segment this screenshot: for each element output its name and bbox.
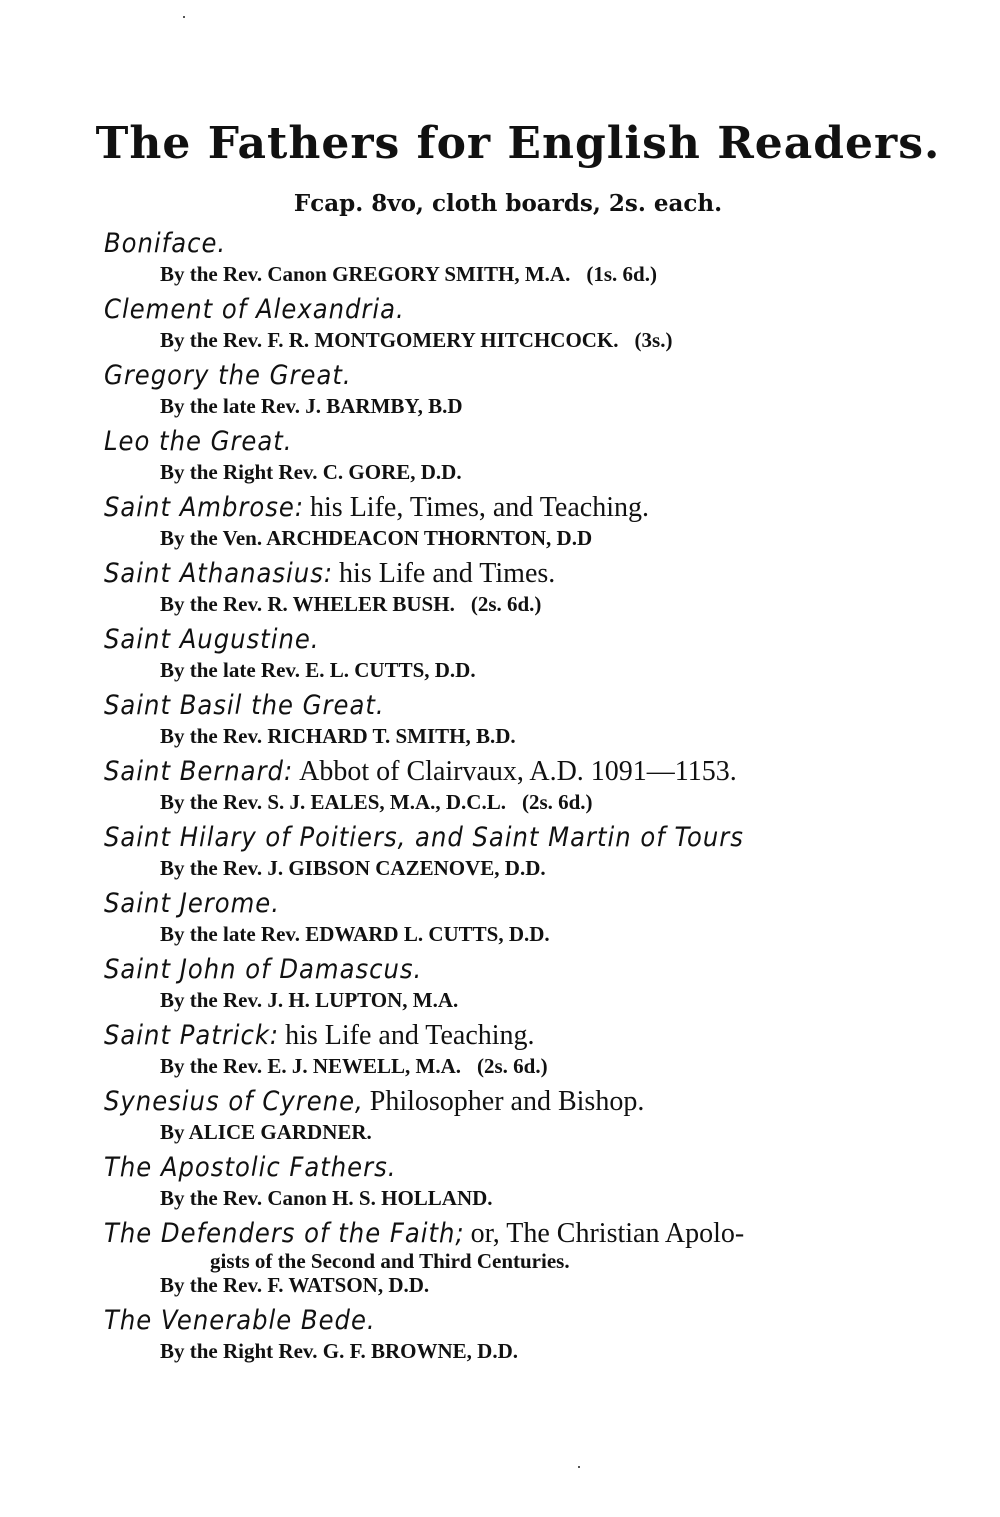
book-byline	[160, 257, 904, 291]
book-byline	[160, 455, 904, 489]
book-title: Boniface.	[104, 228, 227, 259]
list-item	[104, 292, 904, 357]
book-byline	[160, 1049, 904, 1083]
book-title: Saint Basil the Great.	[104, 690, 385, 721]
price: (2s. 6d.)	[477, 1054, 548, 1078]
book-byline	[160, 389, 904, 423]
book-byline	[160, 785, 904, 819]
page-subtitle: Fcap. 8vo, cloth boards, 2s. each.	[293, 190, 723, 217]
speck	[578, 1466, 580, 1468]
book-byline	[160, 587, 904, 621]
author: By the late Rev. E. L. CUTTS, D.D.	[160, 658, 476, 682]
book-byline	[160, 719, 904, 753]
author: By the late Rev. J. BARMBY, B.D	[160, 394, 463, 418]
author: By the Right Rev. C. GORE, D.D.	[160, 460, 462, 484]
list-item	[104, 556, 904, 621]
author: By the Rev. J. GIBSON CAZENOVE, D.D.	[160, 856, 546, 880]
author: By the Rev. R. WHELER BUSH.	[160, 592, 455, 616]
book-byline	[160, 521, 904, 555]
list-item	[104, 358, 904, 423]
price: (2s. 6d.)	[470, 592, 542, 616]
book-byline	[160, 851, 904, 885]
list-item	[104, 1084, 904, 1149]
book-title: Saint Patrick:	[104, 1020, 280, 1051]
book-byline	[160, 323, 904, 357]
book-byline	[160, 983, 904, 1017]
book-byline	[160, 653, 904, 687]
book-title: Saint Augustine.	[104, 624, 320, 655]
author: By the Rev. E. J. NEWELL, M.A.	[160, 1054, 462, 1078]
author: By the Rev. Canon GREGORY SMITH, M.A.	[160, 262, 571, 286]
book-title: The Defenders of the Faith;	[104, 1218, 465, 1249]
speck	[183, 16, 185, 18]
list-item	[104, 1018, 904, 1083]
author: By the Rev. S. J. EALES, M.A., D.C.L.	[160, 790, 506, 814]
list-item	[104, 622, 904, 687]
author: By ALICE GARDNER.	[160, 1120, 372, 1144]
book-title: The Apostolic Fathers.	[104, 1152, 397, 1183]
author: By the Rev. Canon H. S. HOLLAND.	[160, 1186, 493, 1210]
book-byline	[160, 1334, 904, 1368]
book-subtitle: his Life and Teaching.	[285, 1020, 535, 1051]
book-list	[104, 226, 904, 1369]
book-title: Leo the Great.	[104, 426, 293, 457]
list-item	[104, 490, 904, 555]
author: By the Right Rev. G. F. BROWNE, D.D.	[160, 1339, 518, 1363]
book-title: Saint Athanasius:	[104, 558, 334, 589]
book-byline	[160, 917, 904, 951]
book-title: Gregory the Great.	[104, 360, 352, 391]
page-title: The Fathers for English Readers.	[95, 118, 941, 169]
book-title: Saint Hilary of Poitiers, and Saint Martin of Tours	[104, 822, 744, 853]
list-item	[104, 886, 904, 951]
price: (2s. 6d.)	[521, 790, 593, 814]
book-byline	[160, 1181, 904, 1215]
book-title: The Venerable Bede.	[104, 1305, 376, 1336]
book-subtitle: his Life and Times.	[339, 558, 556, 589]
list-item	[104, 226, 904, 291]
author: By the late Rev. EDWARD L. CUTTS, D.D.	[160, 922, 550, 946]
book-byline	[160, 1115, 904, 1149]
list-item	[104, 1303, 904, 1368]
list-item	[104, 688, 904, 753]
book-title: Clement of Alexandria.	[104, 294, 405, 325]
book-subtitle: or, The Christian Apolo-	[470, 1218, 745, 1249]
list-item	[104, 1150, 904, 1215]
price: (1s. 6d.)	[586, 262, 657, 286]
list-item	[104, 424, 904, 489]
book-subtitle: Abbot of Clairvaux, A.D. 1091—1153.	[299, 756, 737, 787]
list-item	[104, 1216, 904, 1302]
book-title: Saint Ambrose:	[104, 492, 305, 523]
book-title-line	[104, 1216, 904, 1252]
book-title: Saint Jerome.	[104, 888, 280, 919]
author: By the Rev. F. R. MONTGOMERY HITCHCOCK.	[160, 328, 619, 352]
author: By the Rev. J. H. LUPTON, M.A.	[160, 988, 459, 1012]
author: By the Rev. RICHARD T. SMITH, B.D.	[160, 724, 516, 748]
book-subtitle: his Life, Times, and Teaching.	[310, 492, 649, 523]
author: By the Rev. F. WATSON, D.D.	[160, 1273, 430, 1297]
book-title: Saint Bernard:	[104, 756, 294, 787]
book-subtitle-continuation: gists of the Second and Third Centuries.	[210, 1249, 570, 1273]
list-item	[104, 754, 904, 819]
book-title: Synesius of Cyrene,	[104, 1086, 364, 1117]
book-byline	[160, 1268, 904, 1302]
book-title: Saint John of Damascus.	[104, 954, 423, 985]
author: By the Ven. ARCHDEACON THORNTON, D.D	[160, 526, 593, 550]
book-subtitle: Philosopher and Bishop.	[369, 1086, 645, 1117]
price: (3s.)	[634, 328, 673, 352]
list-item	[104, 952, 904, 1017]
list-item	[104, 820, 904, 885]
